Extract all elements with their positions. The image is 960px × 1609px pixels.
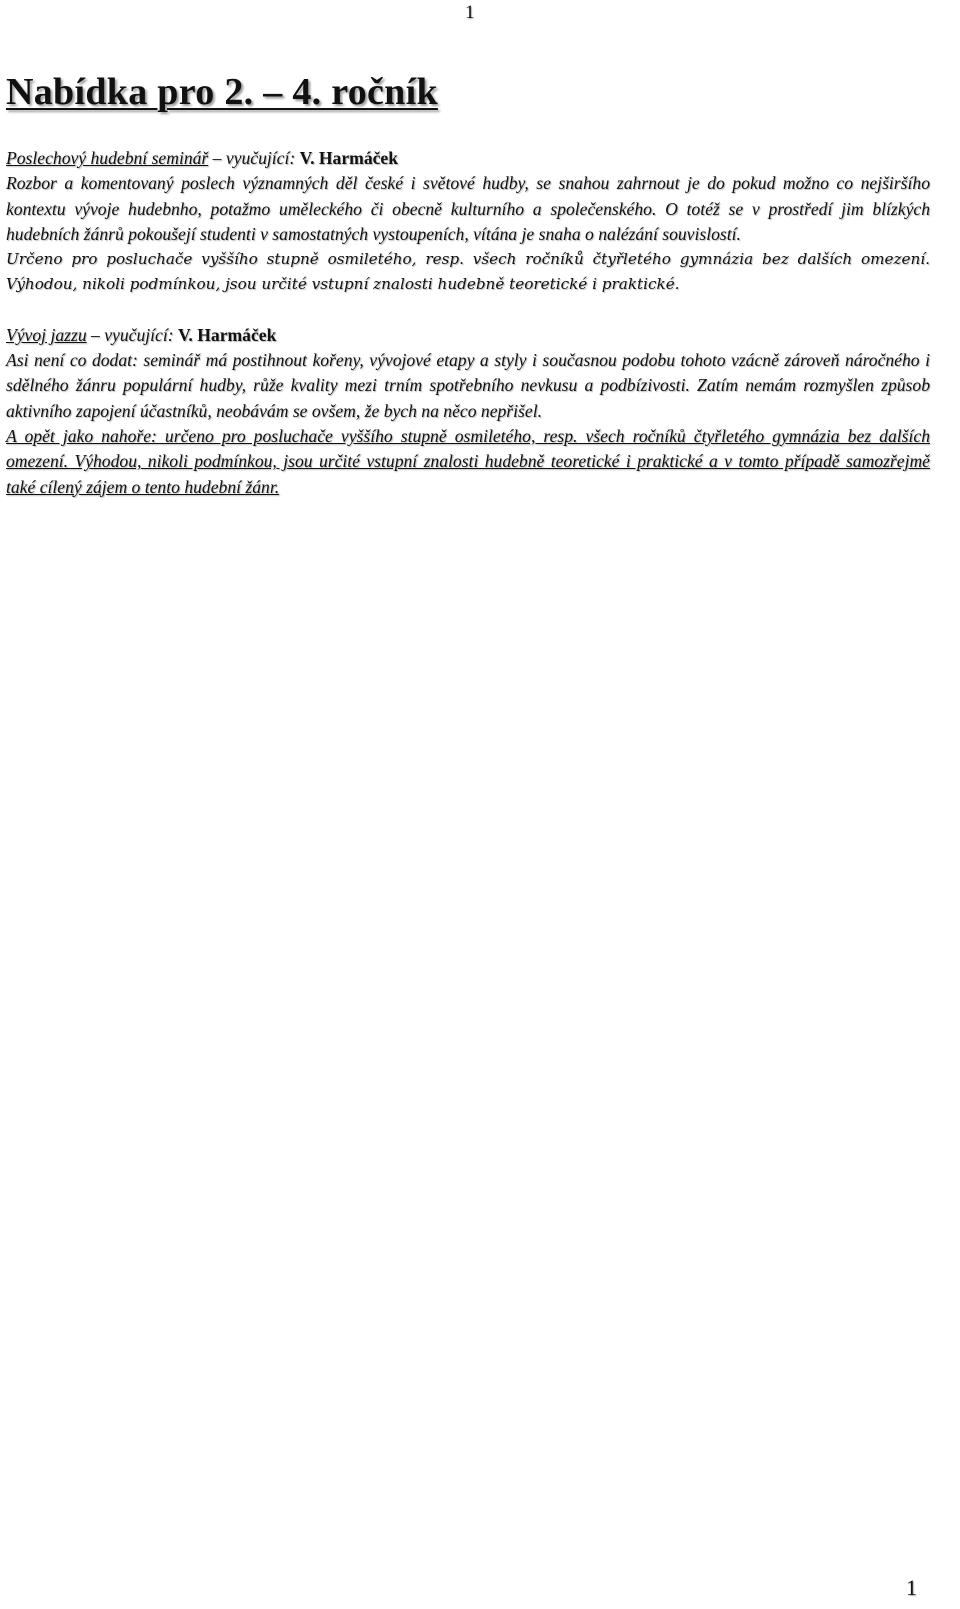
section-header (6, 323, 930, 348)
section-title: Vývoj jazzu (6, 324, 87, 345)
teacher-label: – vyučující: (208, 148, 300, 168)
page-number-top: 1 (465, 2, 475, 23)
section-jazz (6, 323, 930, 500)
section-description: Rozbor a komentovaný poslech významných děl české i světové hudby, se snahou zahrnout je do pokud možno co nejširšího kontextu vývoje hudebnho, potažmo uměleckého či obecně kulturního a společenského. O totéž se v prostředí jim blízkých hudebních žánrů pokoušejí studenti v samostatných vystoupeních, vítána je snaha o nalézání souvislostí. (6, 173, 930, 244)
page-number-bottom: 1 (906, 1575, 917, 1600)
section-title: Poslechový hudební seminář (6, 148, 209, 168)
section-listening-seminar (6, 146, 930, 298)
section-audience: Určeno pro posluchače vyššího stupně osmiletého, resp. všech ročníků čtyřletého gymnázia bez dalších omezení. Výhodou, nikoli podmínkou, jsou určité vstupní znalosti hudebně teoretické i praktické. (6, 250, 930, 294)
section-audience: A opět jako nahoře: určeno pro posluchače vyššího stupně osmiletého, resp. všech ročníků čtyřletého gymnázia bez dalších omezení. Výhodou, nikoli podmínkou, jsou určité vstupní znalosti hudebně teoretické i praktické a v tomto případě samozřejmě také cílený zájem o tento hudební žánr. (6, 425, 930, 497)
section-header (6, 146, 930, 171)
section-description: Asi není co dodat: seminář má postihnout kořeny, vývojové etapy a styly i současnou podobu tohoto vzácně zároveň náročného i sdělného žánru populární hudby, růže kvality mezi trním spotřebního nevkusu a podbízivosti. Zatím nemám rozmyšlen způsob aktivního zapojení účastníků, neobávám se ovšem, že bych na něco nepřišel. (6, 350, 930, 421)
document-body (6, 146, 930, 500)
teacher-name: V. Harmáček (299, 148, 399, 168)
teacher-label: – vyučující: (86, 324, 178, 345)
page-title: Nabídka pro 2. – 4. ročník (6, 71, 438, 113)
teacher-name: V. Harmáček (177, 324, 277, 345)
